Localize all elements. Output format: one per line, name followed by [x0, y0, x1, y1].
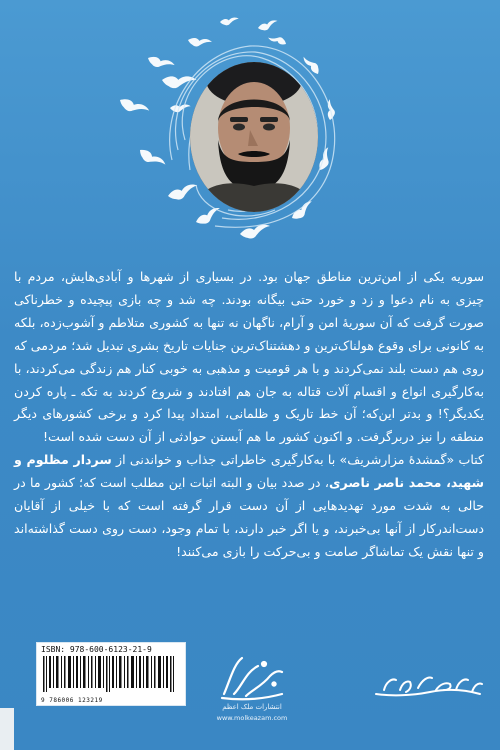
- description-paragraph-2: [14, 449, 484, 564]
- publisher-logo: [212, 650, 292, 710]
- description-paragraph-2-suffix: ، در صدد بیان و البته اثبات این مطلب است که؛ کشور ما در حالی به شدت مورد تهدیدهایی از آن دست قرار گرفته است که با خیلی از آقایان دست‌اندرکار از آنها بی‌خبرند، و یا اگر خبر دارند، با تمام وجود، دست روی دست گذاشته‌اند و تنها نقش یک تماشاگر صامت و بی‌حرکت را بازی می‌کنند!: [14, 475, 484, 559]
- cover-corner-edge: [0, 708, 14, 750]
- description-paragraph-2-prefix: کتاب «گمشدهٔ مزارشریف» با به‌کارگیری خاطراتی جذاب و خواندنی از: [111, 452, 484, 468]
- series-logo: [370, 668, 486, 704]
- publisher-name: انتشارات ملک اعظم: [222, 703, 282, 711]
- author-portrait-photo: [190, 62, 318, 212]
- isbn-barcode: [36, 642, 186, 706]
- book-description: [14, 266, 484, 564]
- hero-name-bold: سردار مظلوم و شهید، محمد ناصر ناصری: [14, 452, 484, 491]
- barcode-number: 9 786006 123219: [41, 697, 103, 704]
- barcode-bars: [41, 656, 181, 692]
- description-paragraph-1: سوریه یکی از امن‌ترین مناطق جهان بود. در بسیاری از شهرها و آبادی‌هایش، مردم با چیزی به نام دعوا و زد و خورد حتی بیگانه بودند. چه شد و چه بازی پیچیده و خطرناکی صورت گرفت که آن سوریهٔ امن و آرام، ناگهان نه تنها به کشوری متلاطم و آشوب‌زده، بلکه به کانونی برای وقوع هولناک‌ترین و دهشتناک‌ترین جنایات تاریخ بشری تبدیل شد؛ مردمی که روی هم دست بلند نمی‌کردند و با هر قومیت و مذهبی به خوبی کنار هم زندگی می‌کردند، با به‌کارگیری انواع و اقسام آلات قتاله به جان هم افتادند و شروع کردند به تکه ـ پاره کردن یکدیگر؟! و بدتر این‌که؛ آن خط تاریک و ظلمانی، امتداد پیدا کرد و برخی کشورهای دیگر منطقه را نیز دربرگرفت. و اکنون کشور ما هم آبستن حوادثی از آن دست شده است!: [14, 269, 484, 445]
- publisher-website: www.molkeazam.com: [216, 714, 288, 722]
- isbn-label: ISBN: 978-600-6123-21-9: [41, 645, 152, 654]
